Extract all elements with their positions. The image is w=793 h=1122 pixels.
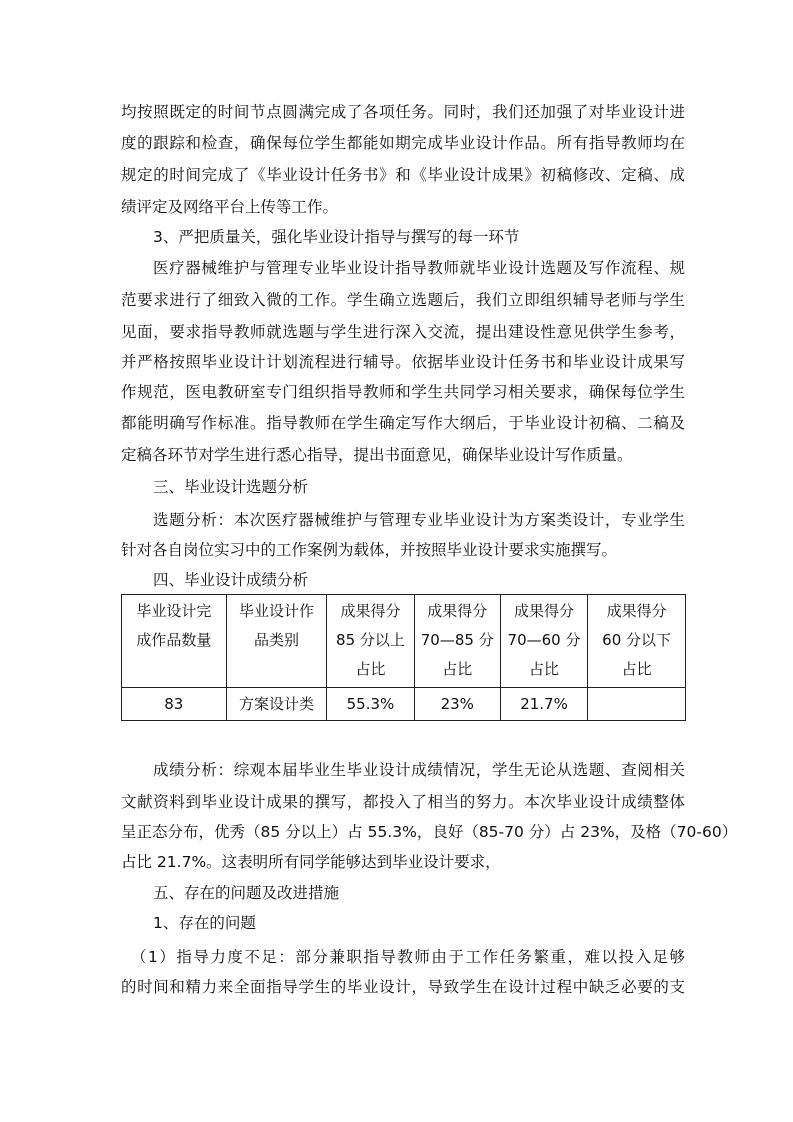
text-line: 占比 21.7%。这表明所有同学能够达到毕业设计要求，	[121, 853, 501, 871]
header-cell	[122, 595, 227, 688]
table-cell: 23%	[414, 688, 500, 721]
text-line: 医疗器械维护与管理专业毕业设计指导教师就毕业设计选题及写作流程、规	[153, 259, 685, 277]
text-line: 针对各自岗位实习中的工作案例为载体，并按照毕业设计要求实施撰写。	[121, 541, 618, 559]
heading-line: 1、存在的问题	[153, 914, 256, 932]
header-cell-line: 成果得分	[606, 602, 667, 620]
header-cell-line: 成果得分	[514, 602, 575, 620]
header-cell-line: 60 分以下	[602, 631, 672, 649]
text-line: 文献资料到毕业设计成果的撰写，都投入了相当的努力。本次毕业设计成绩整体	[121, 793, 685, 811]
table-row	[122, 688, 686, 721]
text-line: 见面，要求指导教师就选题与学生进行深入交流，提出建设性意见供学生参考，	[121, 323, 685, 341]
header-cell	[588, 595, 686, 688]
table-cell	[588, 688, 686, 721]
header-cell-line: 成果得分	[340, 602, 401, 620]
table-header-row	[122, 595, 686, 688]
header-cell-line: 70—60 分	[507, 631, 581, 649]
text-line: 度的跟踪和检查，确保每位学生都能如期完成毕业设计作品。所有指导教师均在	[121, 134, 685, 152]
header-cell	[500, 595, 587, 688]
text-line: 定稿各环节对学生进行悉心指导，提出书面意见，确保毕业设计写作质量。	[121, 446, 633, 464]
table-cell: 21.7%	[500, 688, 587, 721]
text-line: 范要求进行了细致入微的工作。学生确立选题后，我们立即组织辅导老师与学生	[121, 291, 685, 309]
table-cell: 55.3%	[327, 688, 414, 721]
text-line: （1）指导力度不足：部分兼职指导教师由于工作任务繁重，难以投入足够	[131, 948, 685, 966]
header-cell-line: 品类别	[253, 631, 299, 649]
header-cell-line: 占比	[621, 660, 652, 678]
text-line: 的时间和精力来全面指导学生的毕业设计，导致学生在设计过程中缺乏必要的支	[121, 978, 685, 996]
text-line: 呈正态分布，优秀（85 分以上）占 55.3%，良好（85-70 分）占 23%，及格（70-60）	[121, 823, 738, 841]
header-cell-line: 成作品数量	[136, 631, 212, 649]
heading-line: 三、毕业设计选题分析	[153, 478, 309, 496]
header-cell-line: 占比	[355, 660, 386, 678]
heading-line: 五、存在的问题及改进措施	[153, 884, 340, 902]
text-line: 绩评定及网络平台上传等工作。	[121, 198, 339, 216]
text-line: 选题分析：本次医疗器械维护与管理专业毕业设计为方案类设计，专业学生	[153, 511, 685, 529]
text-line: 成绩分析：综观本届毕业生毕业设计成绩情况，学生无论从选题、查阅相关	[153, 761, 685, 779]
text-line: 作规范，医电教研室专门组织指导教师和学生共同学习相关要求，确保每位学生	[121, 383, 685, 401]
text-line: 都能明确写作标准。指导教师在学生确定写作大纲后，于毕业设计初稿、二稿及	[121, 414, 685, 432]
header-cell	[414, 595, 500, 688]
text-line: 规定的时间完成了《毕业设计任务书》和《毕业设计成果》初稿修改、定稿、成	[121, 166, 685, 184]
header-cell-line: 占比	[529, 660, 560, 678]
header-cell-line: 毕业设计作	[238, 602, 314, 620]
header-cell-line: 占比	[442, 660, 473, 678]
header-cell	[327, 595, 414, 688]
header-cell	[226, 595, 327, 688]
heading-line: 四、毕业设计成绩分析	[153, 571, 309, 589]
text-line: 并严格按照毕业设计计划流程进行辅导。依据毕业设计任务书和毕业设计成果写	[121, 353, 685, 371]
header-cell-line: 毕业设计完	[136, 602, 212, 620]
grade-table	[121, 594, 686, 721]
header-cell-line: 85 分以上	[336, 631, 405, 649]
table-cell: 83	[122, 688, 227, 721]
text-line: 均按照既定的时间节点圆满完成了各项任务。同时，我们还加强了对毕业设计进	[121, 103, 685, 121]
table-cell: 方案设计类	[226, 688, 327, 721]
header-cell-line: 成果得分	[427, 602, 488, 620]
heading-line: 3、严把质量关，强化毕业设计指导与撰写的每一环节	[153, 228, 520, 246]
header-cell-line: 70—85 分	[420, 631, 494, 649]
